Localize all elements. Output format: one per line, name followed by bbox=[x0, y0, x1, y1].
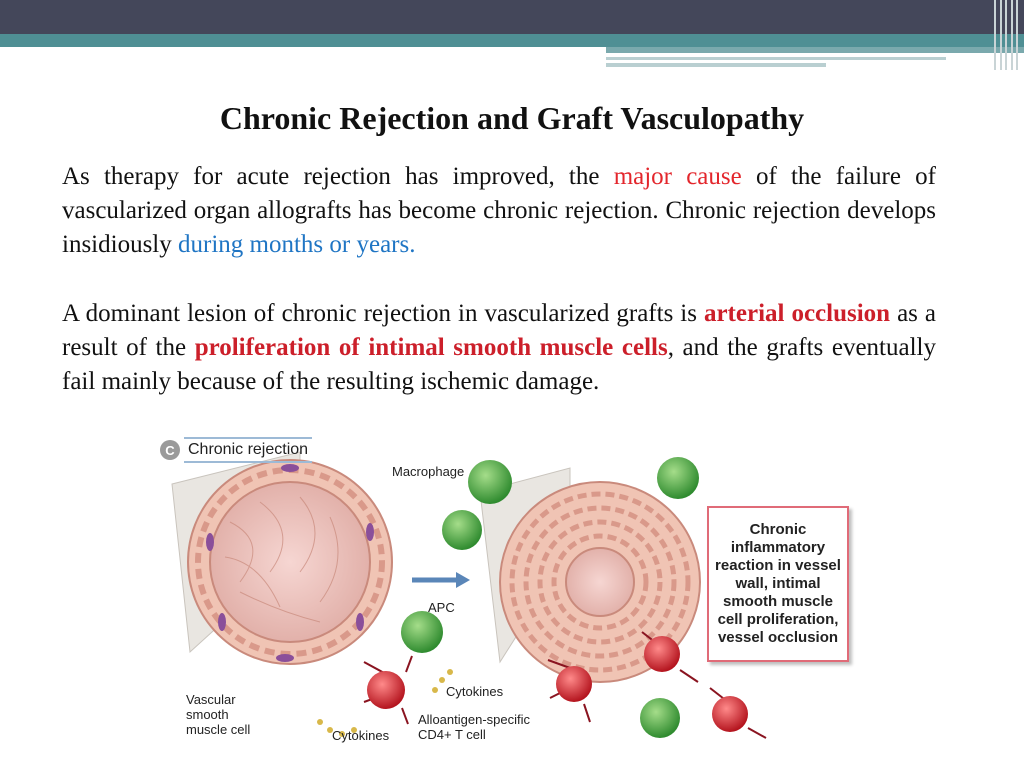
panel-title bbox=[160, 436, 312, 464]
highlight-text: arterial occlusion bbox=[703, 300, 891, 327]
macrophage-label: Macrophage bbox=[392, 464, 465, 479]
decorative-line bbox=[606, 57, 946, 60]
text: as a result of the bbox=[62, 300, 936, 361]
vessel-lumen-left bbox=[210, 482, 370, 642]
decorative-line bbox=[606, 63, 826, 67]
panel-title-text: Chronic rejection bbox=[184, 437, 312, 463]
paragraph-2 bbox=[62, 297, 936, 399]
t-cell bbox=[556, 666, 592, 702]
highlight-text: during months or years. bbox=[178, 231, 416, 258]
accent-bar-secondary bbox=[606, 47, 1024, 53]
t-cell bbox=[367, 671, 405, 709]
text: A dominant lesion of chronic rejection in vascularized grafts is bbox=[62, 300, 704, 327]
panel-letter: C bbox=[160, 440, 180, 460]
callout-box bbox=[707, 506, 849, 662]
macrophage-cell bbox=[442, 510, 482, 550]
accent-bar bbox=[0, 34, 1024, 47]
macrophage-cell bbox=[657, 457, 699, 499]
highlight-text: major cause bbox=[613, 163, 742, 190]
apc-cell bbox=[401, 611, 443, 653]
text: of the failure of vascularized organ allografts has become chronic rejection. Chronic rejection develops insidiously bbox=[62, 163, 936, 258]
header-bar bbox=[0, 0, 1024, 34]
text: As therapy for acute rejection has improved, the bbox=[62, 163, 614, 190]
vsmc-label: Vascular smooth muscle cell bbox=[186, 692, 251, 737]
chronic-rejection-figure bbox=[150, 432, 870, 768]
decorative-stripes bbox=[992, 0, 1024, 70]
callout-text: Chronic inflammatory reaction in vessel wall, intimal smooth muscle cell proliferation, vessel occlusion bbox=[715, 521, 841, 646]
cytokines-label-bottom: Cytokines bbox=[332, 728, 390, 743]
macrophage-cell bbox=[468, 460, 512, 504]
highlight-text: proliferation of intimal smooth muscle cells bbox=[194, 334, 668, 361]
apc-label: APC bbox=[428, 600, 455, 615]
t-cell bbox=[644, 636, 680, 672]
paragraph-1 bbox=[62, 160, 936, 262]
t-cell bbox=[712, 696, 748, 732]
text: , and the grafts eventually fail mainly because of the resulting ischemic damage. bbox=[62, 334, 936, 395]
slide-title: Chronic Rejection and Graft Vasculopathy bbox=[219, 100, 805, 136]
arrow-head bbox=[456, 572, 470, 588]
macrophage-cell bbox=[640, 698, 680, 738]
tcell-label: Alloantigen-specific CD4+ T cell bbox=[418, 712, 531, 742]
cytokines-label: Cytokines bbox=[446, 684, 504, 699]
narrowed-lumen bbox=[566, 548, 634, 616]
